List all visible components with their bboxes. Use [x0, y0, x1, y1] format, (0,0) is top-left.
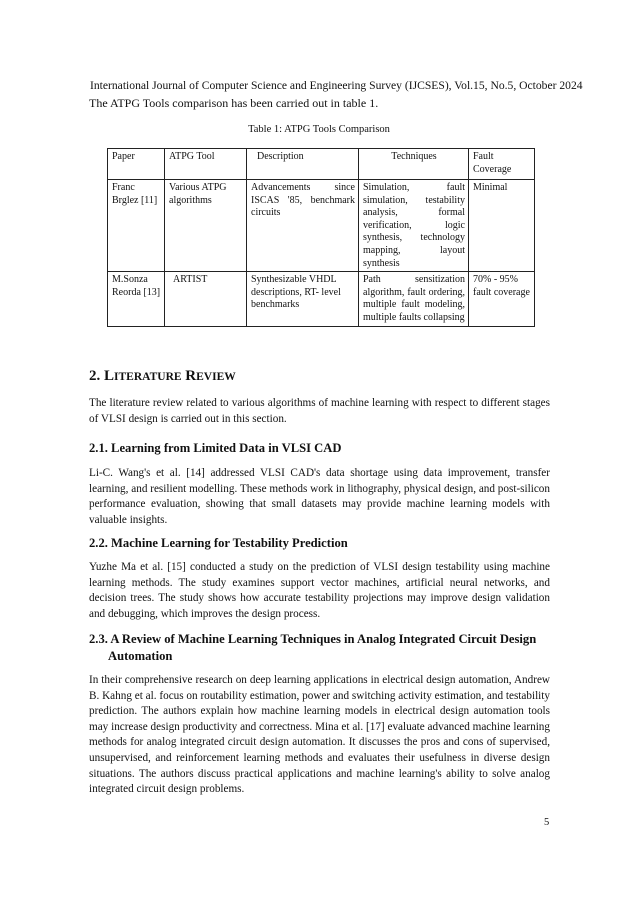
section-2-heading	[89, 368, 236, 385]
intro-paragraph: The ATPG Tools comparison has been carried out in table 1.	[89, 96, 379, 110]
col-header: ATPG Tool	[165, 149, 247, 180]
table-cell: Advancements since ISCAS '85, benchmark circuits	[247, 180, 359, 272]
section-2-paragraph: The literature review related to various algorithms of machine learning with respect to different stages of VLSI design is carried out in this section.	[89, 397, 550, 425]
section-2-1-paragraph: Li-C. Wang's et al. [14] addressed VLSI CAD's data shortage using data improvement, transfer learning, and resilient modelling. These methods work in lithography, physical design, and post-silicon performance evaluation, showing that small datasets may provide machine learning models with valuable insights.	[89, 467, 550, 526]
table-cell: 70% - 95% fault coverage	[469, 272, 535, 326]
page-number: 5	[544, 817, 550, 828]
atpg-comparison-table	[107, 148, 535, 327]
col-header: Techniques	[359, 149, 469, 180]
heading-line: Automation	[108, 649, 173, 663]
col-header: Fault Coverage	[469, 149, 535, 180]
table-row	[108, 180, 535, 272]
table-caption: Table 1: ATPG Tools Comparison	[248, 124, 390, 135]
table-cell: Synthesizable VHDL descriptions, RT- level benchmarks	[247, 272, 359, 326]
table-cell: Various ATPG algorithms	[165, 180, 247, 272]
journal-header: International Journal of Computer Science and Engineering Survey (IJCSES), Vol.15, No.5, October 2024	[90, 79, 583, 92]
section-number: 2.	[89, 368, 101, 384]
section-2-3-heading	[89, 631, 559, 665]
section-2-1-heading: 2.1. Learning from Limited Data in VLSI CAD	[89, 441, 342, 455]
section-2-2-heading: 2.2. Machine Learning for Testability Prediction	[89, 536, 348, 550]
col-header: Description	[247, 149, 359, 180]
table-cell: Path sensitization algorithm, fault ordering, multiple fault modeling, multiple faults collapsing	[359, 272, 469, 326]
section-title-part: EVIEW	[196, 371, 236, 383]
table-row	[108, 272, 535, 326]
table-cell: Franc Brglez [11]	[108, 180, 165, 272]
heading-line: 2.3. A Review of Machine Learning Techniques in Analog Integrated Circuit Design	[89, 632, 537, 646]
section-title-L: L	[104, 368, 115, 384]
table-cell: ARTIST	[165, 272, 247, 326]
section-2-3-paragraph: In their comprehensive research on deep learning applications in electrical design automation, Andrew B. Kahng et al. focus on routability estimation, power and switching activity estimation, and testability prediction. The authors explain how machine learning models in electrical design automation tools may increase design productivity and correctness. Mina et al. [17] evaluate advanced machine learning methods for analog integrated circuit design automation. It discusses the pros and cons of supervised, unsupervised, and reinforcement learning methods and evaluates their usefulness in diverse design situations. The authors discuss practical applications and machine learning's ability to solve analog integrated circuit design problems.	[89, 674, 550, 796]
table-cell: Simulation, fault simulation, testability analysis, formal verification, logic synthesis, technology mapping, layout synthesis	[359, 180, 469, 272]
section-title-part: ITERATURE	[114, 371, 182, 383]
table-header-row	[108, 149, 535, 180]
table-cell: Minimal	[469, 180, 535, 272]
section-2-2-paragraph: Yuzhe Ma et al. [15] conducted a study on the prediction of VLSI design testability using machine learning methods. The study examines support vector machines, artificial neural networks, and decision trees. The study shows how accurate testability projections may improve design validation and debugging, which improves the design process.	[89, 561, 550, 620]
col-header: Paper	[108, 149, 165, 180]
section-title-R: R	[185, 368, 197, 384]
table-cell: M.Sonza Reorda [13]	[108, 272, 165, 326]
